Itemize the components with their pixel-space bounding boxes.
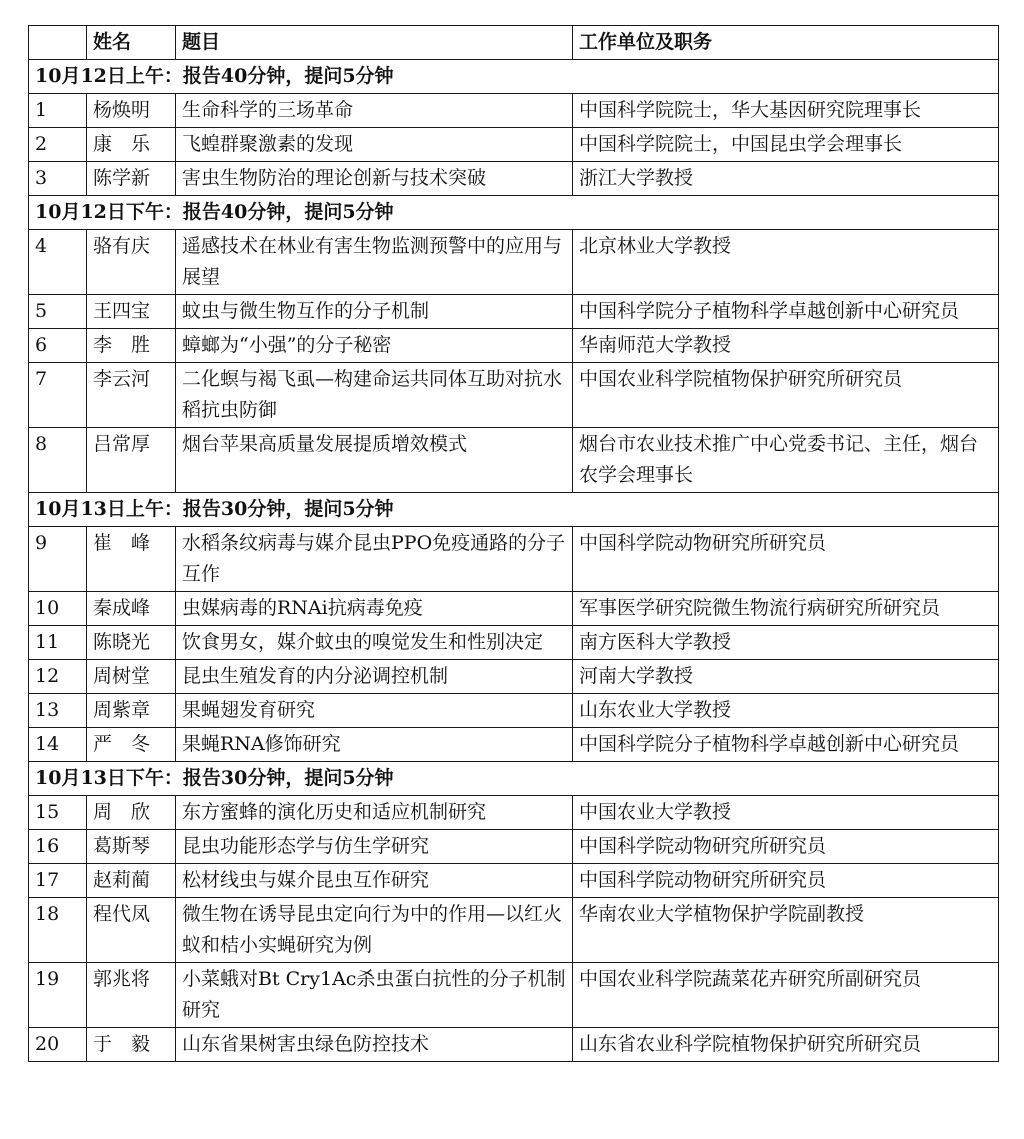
table-row	[29, 728, 999, 762]
speaker-number: 6	[29, 329, 87, 363]
table-row	[29, 329, 999, 363]
table-row	[29, 230, 999, 295]
table-row	[29, 162, 999, 196]
header-no	[29, 26, 87, 60]
section-row	[29, 60, 999, 94]
schedule-body	[29, 60, 999, 1062]
table-row	[29, 864, 999, 898]
table-row	[29, 128, 999, 162]
speaker-number: 11	[29, 626, 87, 660]
speaker-name: 李云河	[87, 363, 176, 428]
speaker-affiliation: 军事医学研究院微生物流行病研究所研究员	[573, 592, 999, 626]
speaker-affiliation: 中国农业科学院植物保护研究所研究员	[573, 363, 999, 428]
talk-topic: 山东省果树害虫绿色防控技术	[176, 1028, 573, 1062]
section-row	[29, 196, 999, 230]
talk-topic: 遥感技术在林业有害生物监测预警中的应用与展望	[176, 230, 573, 295]
speaker-affiliation: 华南农业大学植物保护学院副教授	[573, 898, 999, 963]
speaker-name: 崔 峰	[87, 527, 176, 592]
table-row	[29, 428, 999, 493]
talk-topic: 烟台苹果高质量发展提质增效模式	[176, 428, 573, 493]
table-row	[29, 592, 999, 626]
speaker-number: 9	[29, 527, 87, 592]
speaker-name: 吕常厚	[87, 428, 176, 493]
speaker-number: 10	[29, 592, 87, 626]
speaker-affiliation: 浙江大学教授	[573, 162, 999, 196]
speaker-name: 严 冬	[87, 728, 176, 762]
table-row	[29, 830, 999, 864]
section-row	[29, 762, 999, 796]
table-row	[29, 94, 999, 128]
speaker-number: 20	[29, 1028, 87, 1062]
speaker-affiliation: 中国科学院分子植物科学卓越创新中心研究员	[573, 728, 999, 762]
speaker-name: 赵莉蔺	[87, 864, 176, 898]
talk-topic: 二化螟与褐飞虱—构建命运共同体互助对抗水稻抗虫防御	[176, 363, 573, 428]
speaker-number: 13	[29, 694, 87, 728]
talk-topic: 小菜蛾对Bt Cry1Ac杀虫蛋白抗性的分子机制研究	[176, 963, 573, 1028]
section-title: 10月13日下午：报告30分钟，提问5分钟	[29, 762, 999, 796]
speaker-affiliation: 中国科学院动物研究所研究员	[573, 527, 999, 592]
speaker-name: 康 乐	[87, 128, 176, 162]
table-row	[29, 796, 999, 830]
section-row	[29, 493, 999, 527]
speaker-number: 1	[29, 94, 87, 128]
header-row	[29, 26, 999, 60]
table-row	[29, 626, 999, 660]
talk-topic: 害虫生物防治的理论创新与技术突破	[176, 162, 573, 196]
speaker-number: 15	[29, 796, 87, 830]
section-title: 10月13日上午：报告30分钟，提问5分钟	[29, 493, 999, 527]
speaker-affiliation: 中国科学院分子植物科学卓越创新中心研究员	[573, 295, 999, 329]
header-org: 工作单位及职务	[573, 26, 999, 60]
table-row	[29, 963, 999, 1028]
speaker-number: 4	[29, 230, 87, 295]
section-title: 10月12日下午：报告40分钟，提问5分钟	[29, 196, 999, 230]
speaker-number: 3	[29, 162, 87, 196]
speaker-number: 8	[29, 428, 87, 493]
speaker-name: 陈晓光	[87, 626, 176, 660]
speaker-number: 18	[29, 898, 87, 963]
header-topic: 题目	[176, 26, 573, 60]
speaker-number: 17	[29, 864, 87, 898]
speaker-name: 陈学新	[87, 162, 176, 196]
speaker-number: 2	[29, 128, 87, 162]
speaker-name: 王四宝	[87, 295, 176, 329]
talk-topic: 果蝇翅发育研究	[176, 694, 573, 728]
speaker-affiliation: 烟台市农业技术推广中心党委书记、主任，烟台农学会理事长	[573, 428, 999, 493]
speaker-number: 19	[29, 963, 87, 1028]
talk-topic: 蟑螂为“小强”的分子秘密	[176, 329, 573, 363]
speaker-affiliation: 中国农业科学院蔬菜花卉研究所副研究员	[573, 963, 999, 1028]
table-row	[29, 694, 999, 728]
speaker-affiliation: 中国科学院动物研究所研究员	[573, 830, 999, 864]
speaker-name: 于 毅	[87, 1028, 176, 1062]
talk-topic: 微生物在诱导昆虫定向行为中的作用—以红火蚁和桔小实蝇研究为例	[176, 898, 573, 963]
speaker-name: 李 胜	[87, 329, 176, 363]
speaker-number: 5	[29, 295, 87, 329]
talk-topic: 果蝇RNA修饰研究	[176, 728, 573, 762]
speaker-number: 12	[29, 660, 87, 694]
talk-topic: 昆虫功能形态学与仿生学研究	[176, 830, 573, 864]
speaker-affiliation: 中国科学院院士，华大基因研究院理事长	[573, 94, 999, 128]
talk-topic: 昆虫生殖发育的内分泌调控机制	[176, 660, 573, 694]
speaker-name: 葛斯琴	[87, 830, 176, 864]
table-row	[29, 363, 999, 428]
speaker-name: 周树堂	[87, 660, 176, 694]
talk-topic: 松材线虫与媒介昆虫互作研究	[176, 864, 573, 898]
talk-topic: 飞蝗群聚激素的发现	[176, 128, 573, 162]
speaker-affiliation: 中国农业大学教授	[573, 796, 999, 830]
talk-topic: 水稻条纹病毒与媒介昆虫PPO免疫通路的分子互作	[176, 527, 573, 592]
speaker-affiliation: 中国科学院动物研究所研究员	[573, 864, 999, 898]
talk-topic: 生命科学的三场革命	[176, 94, 573, 128]
speaker-affiliation: 中国科学院院士，中国昆虫学会理事长	[573, 128, 999, 162]
header-name: 姓名	[87, 26, 176, 60]
talk-topic: 虫媒病毒的RNAi抗病毒免疫	[176, 592, 573, 626]
speaker-affiliation: 南方医科大学教授	[573, 626, 999, 660]
speaker-affiliation: 山东农业大学教授	[573, 694, 999, 728]
speaker-affiliation: 山东省农业科学院植物保护研究所研究员	[573, 1028, 999, 1062]
speaker-name: 秦成峰	[87, 592, 176, 626]
table-row	[29, 527, 999, 592]
speaker-name: 骆有庆	[87, 230, 176, 295]
talk-topic: 饮食男女，媒介蚊虫的嗅觉发生和性别决定	[176, 626, 573, 660]
table-row	[29, 1028, 999, 1062]
table-row	[29, 295, 999, 329]
speaker-name: 程代凤	[87, 898, 176, 963]
talk-topic: 蚊虫与微生物互作的分子机制	[176, 295, 573, 329]
speaker-affiliation: 北京林业大学教授	[573, 230, 999, 295]
speaker-name: 周紫章	[87, 694, 176, 728]
speaker-name: 郭兆将	[87, 963, 176, 1028]
table-row	[29, 660, 999, 694]
table-row	[29, 898, 999, 963]
speaker-number: 7	[29, 363, 87, 428]
speaker-number: 14	[29, 728, 87, 762]
speaker-affiliation: 河南大学教授	[573, 660, 999, 694]
schedule-table	[28, 25, 999, 1062]
speaker-name: 周 欣	[87, 796, 176, 830]
speaker-name: 杨焕明	[87, 94, 176, 128]
speaker-affiliation: 华南师范大学教授	[573, 329, 999, 363]
section-title: 10月12日上午：报告40分钟，提问5分钟	[29, 60, 999, 94]
speaker-number: 16	[29, 830, 87, 864]
talk-topic: 东方蜜蜂的演化历史和适应机制研究	[176, 796, 573, 830]
